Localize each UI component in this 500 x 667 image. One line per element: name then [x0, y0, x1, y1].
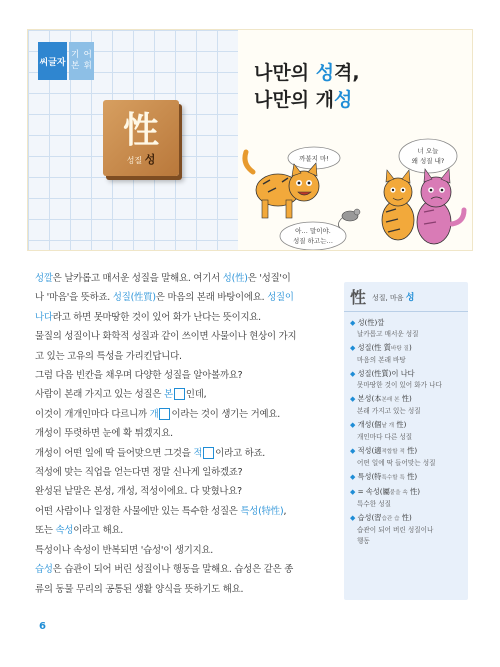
subcategory-line-1: 기본	[71, 50, 80, 71]
chapter-header	[27, 29, 473, 251]
text-run: 라고 하면 못마땅한 것이 있어 화가 난다는 뜻이지요.	[52, 311, 261, 323]
bubble-text-3a: 아… 말이야.	[295, 227, 331, 235]
glossary-definition: 날카롭고 매서운 성질	[357, 330, 419, 338]
bullet-icon: ◆	[350, 488, 358, 496]
bubble-text-2a: 너 오늘	[417, 147, 439, 155]
keyword: 깔	[43, 273, 53, 284]
text-run: 특성이나 속성이 반복되면 '습성'이 생기지요.	[35, 544, 214, 556]
paragraph-line	[35, 444, 333, 463]
glossary-caption	[372, 290, 414, 303]
term-text: 성질(性 質	[357, 343, 391, 352]
glossary-definition: 개인마다 다른 성질	[357, 433, 413, 441]
paragraph-line	[35, 347, 333, 366]
title-highlight: 성	[334, 89, 353, 111]
paragraph-line	[35, 366, 333, 385]
glossary-term	[350, 445, 468, 458]
cats-illustration	[238, 112, 473, 251]
glossary-term	[350, 471, 468, 484]
paragraph-line	[35, 405, 333, 424]
glossary-definition: 특수한 성질	[357, 500, 391, 508]
term-text: 性)	[394, 420, 407, 429]
tile-caption	[127, 151, 156, 167]
paragraph-line	[35, 308, 333, 327]
text-run: 어떤 사람이나 일정한 사물에만 있는 특수한 성질은	[35, 505, 241, 517]
term-text: 습성(習	[357, 513, 382, 522]
page-number: 6	[39, 621, 46, 632]
glossary-syllable: 성	[405, 293, 415, 303]
paragraph-line	[35, 288, 333, 307]
keyword: 성(性)	[222, 273, 248, 284]
paragraph-line	[35, 560, 333, 579]
text-run: 류의 동물 무리의 공통된 생활 양식을 뜻하기도 해요.	[35, 583, 244, 595]
glossary-item	[350, 368, 468, 391]
text-run: ,	[283, 505, 287, 517]
keyword: 적	[193, 447, 203, 459]
term-text: 性)	[399, 513, 412, 522]
title-text: 나만의 개	[254, 89, 335, 111]
term-text: 본성(本	[357, 394, 382, 403]
text-run: 완성된 낱말은 본성, 개성, 적성이에요. 다 맞혔나요?	[35, 486, 242, 498]
glossary-hanja: 性	[350, 288, 367, 307]
speech-bubble-2	[399, 139, 457, 173]
paragraph-line	[35, 482, 333, 501]
keyword: 성질(性質)	[112, 292, 156, 304]
glossary-meaning: 성질, 마음	[372, 294, 404, 302]
term-gloss: 본래 본	[381, 397, 400, 403]
glossary-list	[344, 312, 468, 547]
text-run: 은 마음의 본래 바탕이에요.	[155, 292, 268, 304]
glossary-definition: 행동	[357, 537, 370, 545]
glossary-term	[350, 393, 468, 406]
title-highlight: 성	[315, 62, 335, 84]
paragraph-line	[35, 424, 333, 443]
text-run: 또는	[35, 525, 56, 537]
term-text: 성질(性質)이 나다	[357, 369, 415, 378]
text-run: 이것이 개개인마다 다르니까	[35, 408, 150, 420]
page-title	[254, 60, 360, 114]
glossary-term	[350, 512, 468, 525]
bullet-icon: ◆	[350, 447, 358, 455]
keyword: 성질이	[267, 292, 294, 304]
term-text: = 속성(屬	[357, 487, 390, 496]
bullet-icon: ◆	[350, 514, 358, 522]
bullet-icon: ◆	[350, 473, 358, 481]
glossary-term	[350, 419, 468, 432]
blank-box	[174, 388, 185, 400]
text-run: 인데,	[185, 389, 207, 401]
keyword: 나다	[35, 311, 53, 323]
bullet-icon: ◆	[350, 421, 358, 429]
title-text: 격,	[334, 62, 360, 84]
paragraph-line	[35, 463, 333, 482]
term-text: 性)	[407, 487, 421, 496]
bullet-icon: ◆	[350, 344, 358, 352]
paragraph-line	[35, 385, 333, 404]
glossary-header	[344, 282, 468, 312]
blank-box	[203, 447, 214, 459]
bubble-text-1: 까불지 마!	[299, 154, 329, 163]
pink-cat	[417, 169, 464, 244]
term-gloss: 붙을 속	[389, 490, 408, 496]
text-run: 이라는 것이 생기는 거예요.	[171, 408, 281, 420]
glossary-item	[350, 419, 468, 443]
keyword: 개	[149, 408, 159, 420]
term-gloss: 습관 습	[381, 516, 400, 522]
keyword: 본	[164, 389, 173, 401]
glossary-item	[350, 471, 468, 484]
term-text: 특성(特	[357, 472, 382, 481]
tile-hanja: 性	[122, 108, 159, 151]
bubble-text-3b: 성질 하고는…	[293, 237, 333, 245]
keyword: 특성(特性)	[240, 505, 284, 517]
text-run: 개성이 어떤 일에 딱 들어맞으면 그것을	[35, 447, 194, 459]
glossary-item	[350, 486, 468, 510]
glossary-item	[350, 445, 468, 469]
tile-syllable: 성	[144, 152, 156, 166]
term-gloss: 낱 개	[381, 423, 395, 429]
keyword: 성	[35, 273, 44, 284]
bullet-icon: ◆	[350, 370, 358, 378]
title-line-2	[254, 87, 360, 114]
title-line-1	[254, 60, 360, 87]
main-text	[35, 269, 333, 599]
category-tag: 씨글자	[38, 42, 67, 80]
term-text: 性)	[399, 394, 412, 403]
glossary-definition: 못마땅한 것이 있어 화가 나다	[357, 381, 442, 389]
glossary-item	[350, 342, 468, 366]
keyword: 습성	[35, 564, 53, 576]
term-text: 적성(適	[357, 446, 382, 455]
glossary-term	[350, 317, 468, 329]
text-run: 사람이 본래 가지고 있는 성질은	[35, 389, 165, 401]
text-run: 이라고 해요.	[73, 525, 124, 537]
glossary-term	[350, 368, 468, 380]
term-text: 性)	[404, 446, 418, 455]
glossary-sidebar	[344, 282, 468, 600]
text-run: 개성이 뚜렷하면 눈에 확 튀겠지요.	[35, 428, 173, 440]
glossary-item	[350, 317, 468, 340]
blank-box	[159, 408, 170, 420]
paragraph-line	[35, 541, 333, 560]
bullet-icon: ◆	[350, 319, 358, 327]
text-run: 은 날카롭고 매서운 성질을 말해요. 여기서	[52, 273, 223, 284]
text-run: 이라고 하죠.	[215, 447, 266, 459]
text-run: 은 '성질'이	[247, 273, 291, 284]
subcategory-line-2: 어휘	[83, 50, 92, 71]
paragraph-line	[35, 269, 333, 288]
term-text: 性)	[404, 472, 418, 481]
glossary-item	[350, 393, 468, 417]
term-text: 개성(個	[357, 420, 382, 429]
text-run: 나 '마음'을 뜻하죠.	[35, 292, 113, 304]
paragraph-line	[35, 502, 333, 521]
term-gloss: 바탕 질	[390, 346, 409, 352]
text-run: 물질의 성질이나 화학적 성질과 같이 쓰이면 사물이나 현상이 가지	[35, 331, 297, 343]
subcategory-tag	[69, 42, 94, 80]
text-run: 적성에 맞는 직업을 얻는다면 정말 신나게 일하겠죠?	[35, 467, 243, 479]
bullet-icon: ◆	[350, 395, 358, 403]
term-gloss: 특수할 특	[381, 475, 405, 481]
hanja-tile	[103, 100, 179, 176]
bubble-text-2b: 왜 성질 내?	[411, 157, 445, 165]
striped-cat	[382, 170, 414, 240]
text-run: 그럼 다음 빈칸을 채우며 다양한 성질을 알아볼까요?	[35, 370, 243, 382]
tile-meaning: 성질	[126, 155, 143, 165]
text-run: 고 있는 고유의 특성을 가리킨답니다.	[35, 350, 182, 362]
glossary-item	[350, 512, 468, 547]
title-text: 나만의	[254, 62, 316, 84]
term-text: )	[408, 343, 412, 352]
term-gloss: 적합할 적	[381, 449, 405, 455]
paragraph-line	[35, 327, 333, 346]
paragraph-line	[35, 521, 333, 540]
glossary-definition: 본래 가지고 있는 성질	[357, 407, 421, 415]
keyword: 속성	[55, 525, 74, 537]
glossary-definition: 마음의 본래 바탕	[357, 356, 406, 364]
glossary-term	[350, 342, 468, 355]
glossary-definition: 어떤 일에 딱 들어맞는 성질	[357, 459, 436, 467]
paragraph-line	[35, 580, 333, 599]
term-text: 성(性)깔	[357, 318, 385, 327]
mouse	[338, 209, 360, 228]
glossary-definition: 습관이 되어 버린 성질이나	[357, 526, 434, 534]
glossary-term	[350, 486, 468, 499]
text-run: 은 습관이 되어 버린 성질이나 행동을 말해요. 습성은 같은 종	[52, 564, 294, 576]
